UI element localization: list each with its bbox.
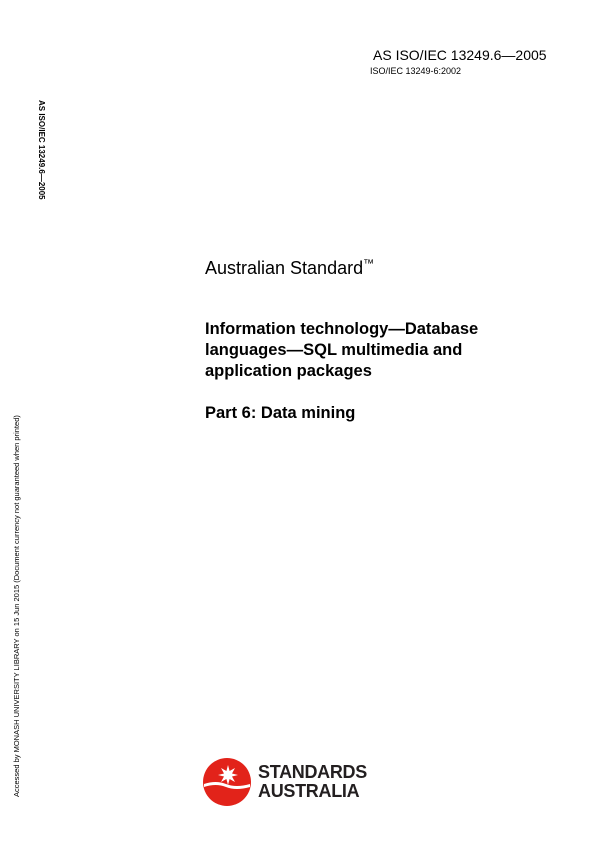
- title-line: application packages: [205, 362, 372, 380]
- logo-line-2: AUSTRALIA: [258, 781, 360, 801]
- standards-australia-logo: [202, 757, 372, 807]
- iso-reference-number: ISO/IEC 13249-6:2002: [370, 66, 462, 76]
- document-title: [205, 319, 545, 382]
- standards-australia-star-icon: [202, 757, 252, 807]
- part-title: Part 6: Data mining: [205, 404, 356, 422]
- access-watermark-note: Accessed by MONASH UNIVERSITY LIBRARY on 15 Jun 2015 (Document currency not guaranteed when printed): [12, 415, 21, 797]
- logo-wordmark: [258, 763, 367, 801]
- logo-line-1: STANDARDS: [258, 762, 367, 782]
- document-number: AS ISO/IEC 13249.6—2005: [373, 47, 547, 63]
- logo-star: [218, 765, 238, 785]
- standard-type-label: [205, 257, 374, 279]
- trademark-symbol: ™: [363, 258, 375, 270]
- logo-circle: [203, 758, 251, 806]
- title-line: Information technology—Database: [205, 320, 479, 338]
- title-line: languages—SQL multimedia and: [205, 341, 463, 359]
- standard-type-text: Australian Standard: [205, 258, 364, 278]
- spine-document-number: AS ISO/IEC 13249.6—2005: [37, 100, 46, 200]
